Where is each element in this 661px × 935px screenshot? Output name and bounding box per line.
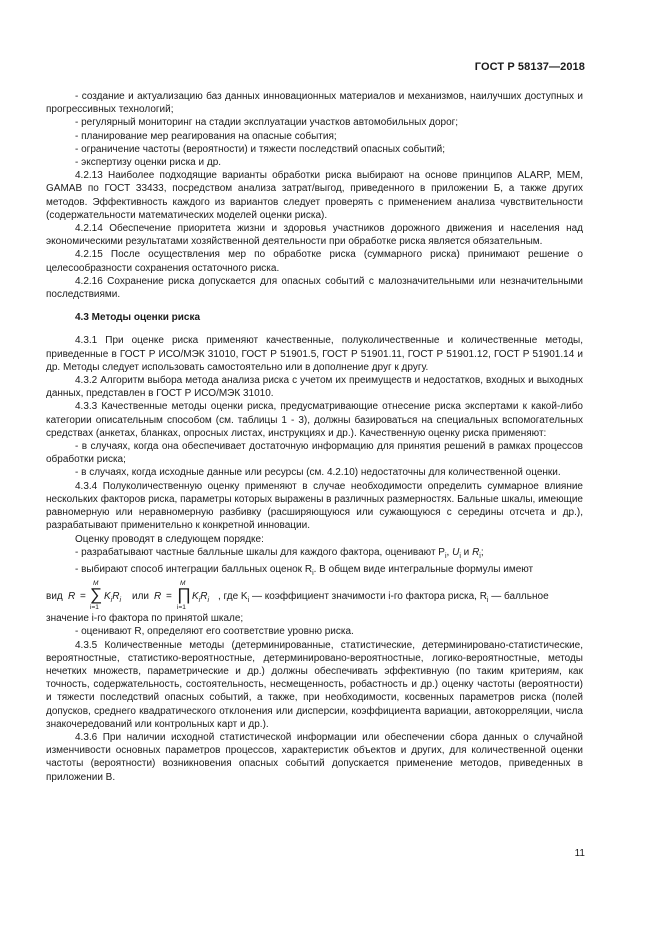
- paragraph: - экспертизу оценки риска и др.: [75, 157, 222, 169]
- formula-upper: M: [93, 580, 99, 588]
- formula-r2: R: [154, 591, 162, 603]
- paragraph: - выбирают способ интеграции балльных оценок $R_i$. В общем виде интегральные формулы имеют: [75, 563, 534, 577]
- paragraph: 4.3.2 Алгоритм выбора метода анализа риска с учетом их преимуществ и недостатков, входных и выходных данных, представлен в ГОСТ Р ИСО/МЭК 31010.: [46, 375, 583, 400]
- paragraph: - ограничение частоты (вероятности) и тяжести последствий опасных событий;: [75, 143, 445, 155]
- paragraph: - оценивают R, определяют его соответствие уровню риска.: [75, 626, 354, 638]
- formula-upper2: M: [180, 580, 186, 588]
- formula-prefix: вид: [46, 591, 63, 603]
- paragraph: 4.2.15 После осуществления мер по обработке риска (суммарного риска) принимают решение о целесообразности сохранения остаточного риска.: [46, 249, 583, 274]
- page-body: [46, 90, 583, 784]
- formula-eq: =: [80, 591, 86, 603]
- formula-or: или: [132, 591, 150, 603]
- formula-eq2: =: [166, 591, 172, 603]
- paragraph: - в случаях, когда она обеспечивает достаточную информацию для принятия решений в рамках процессов обработки риска;: [46, 441, 583, 466]
- paragraph: значение i-го фактора по принятой шкале;: [46, 613, 244, 625]
- page-number: 11: [574, 848, 585, 859]
- paragraph: - планирование мер реагирования на опасные события;: [75, 130, 337, 142]
- formula-lower2: i=1: [177, 604, 186, 612]
- formula: [46, 582, 583, 612]
- paragraph: 4.2.14 Обеспечение приоритета жизни и здоровья участников дорожного движения и населения над экономическими результатами хозяйственной деятельности при обработке риска является обязательным.: [46, 223, 583, 248]
- paragraph: 4.3.5 Количественные методы (детерминированные, статистические, детерминировано-статистические, вероятностные, статистико-вероятностные, детерминировано-вероятностные, логико-вероятностные, методы нечетких множеств, параметрические и др.) должны обеспечивать эффективную (по таким критериям, как точность, содержательность, состоятельность, несмещенность, робастность и др.) оценку частоты (вероятности) и тяжести последствий опасных событий, а также, при необходимости, косвенных параметров риска (полей допусков, среднего квадратического отклонения или дисперсии, коэффициента вариации, автокорреляции, числа знакочередований или контрольных карт и др.).: [46, 639, 583, 730]
- formula-suffix: , где $K_i$ — коэффициент значимости i-го фактора риска, $R_i$ — балльное: [218, 591, 549, 605]
- sum-symbol: ∑: [90, 585, 103, 605]
- paragraph: - регулярный мониторинг на стадии эксплуатации участков автомобильных дорог;: [75, 117, 459, 129]
- paragraph: 4.2.16 Сохранение риска допускается для опасных событий с малозначительными или незначительными последствиями.: [46, 275, 583, 301]
- paragraph: - создание и актуализацию баз данных инновационных материалов и механизмов, наилучших доступных и прогрессивных технологий;: [46, 91, 583, 116]
- formula-term2: $K_iR_i$: [192, 591, 210, 605]
- prod-symbol: ∏: [177, 585, 191, 605]
- paragraph: 4.3.1 При оценке риска применяют качественные, полуколичественные и количественные методы, приведенные в ГОСТ Р ИСО/МЭК 31010, ГОСТ Р 51901.5, ГОСТ Р 51901.11, ГОСТ Р 51901.12, ГОСТ Р 51901.14 и др. Методы следует использовать самостоятельно или в дополнение друг к другу.: [46, 335, 583, 373]
- formula-lower: i=1: [90, 604, 99, 612]
- paragraph: - разрабатывают частные балльные шкалы для каждого фактора, оценивают $P_i$, $U_i$ и $R_i$;: [75, 546, 484, 560]
- paragraph: 4.2.13 Наиболее подходящие варианты обработки риска выбирают на основе принципов ALARP, MEM, GAMAB по ГОСТ 33433, посредством анализа затрат/выгод, приведенного в приложении Б, а также других методов. Эффективность каждого из вариантов следует проверять с применением анализа чувствительности (содержательности математических моделей оценки риска).: [46, 170, 583, 221]
- paragraph: - в случаях, когда исходные данные или ресурсы (см. 4.2.10) недостаточны для количественной оценки.: [75, 467, 561, 479]
- document-header: ГОСТ Р 58137—2018: [474, 61, 585, 73]
- paragraph: Оценку проводят в следующем порядке:: [75, 533, 264, 545]
- paragraph: 4.3.6 При наличии исходной статистической информации или обеспечении сбора данных о случайной изменчивости основных параметров процессов, характеристик объектов и других, для количественной оценки частоты (вероятности) возникновения опасных событий допускается применение методов, приведенных в приложении В.: [46, 731, 583, 783]
- formula-term: $K_iR_i$: [104, 591, 122, 605]
- paragraph: 4.3.3 Качественные методы оценки риска, предусматривающие отнесение риска экспертами к какой-либо категории описательным способом (см. таблицы 1 - 3), должны базироваться на специальных вспомогательных средствах (анкетах, бланках, опросных листах, инструкциях и др.). Качественную оценку риска применяют:: [46, 401, 583, 439]
- section-title: 4.3 Методы оценки риска: [75, 312, 201, 324]
- formula-r: R: [68, 591, 76, 603]
- paragraph: 4.3.4 Полуколичественную оценку применяют в случае необходимости определить суммарное влияние нескольких факторов риска, параметры которых выражены в различных размерностях. Бальные шкалы, имеющие равномерную или неравномерную разбивку (расширяющуюся или сужающуюся с середины отсчета и др.), разрабатывают применительно к конкретной инновации.: [46, 480, 583, 532]
